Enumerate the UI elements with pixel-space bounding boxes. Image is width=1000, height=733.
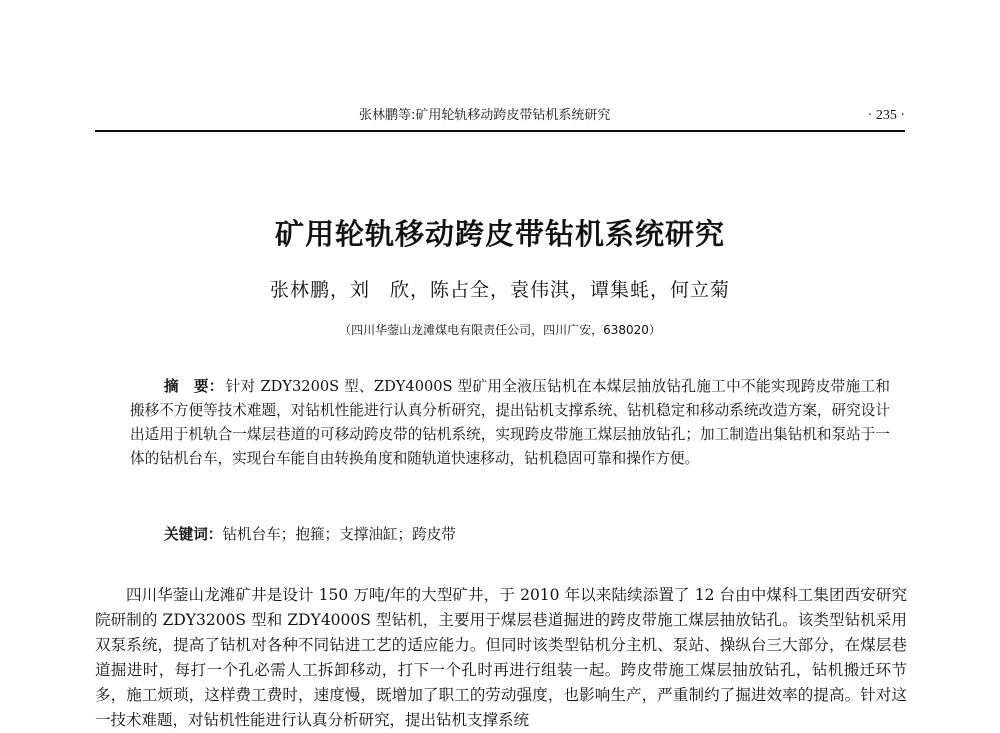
author-list: 张林鹏，刘 欣，陈占全，袁伟淇，谭集蚝，何立菊 [269, 279, 730, 301]
abstract [130, 375, 890, 471]
running-header [95, 106, 905, 132]
page-number: · 235 · [867, 108, 905, 123]
keywords-label: 关键词： [164, 526, 223, 543]
body-paragraph: 四川华蓥山龙滩矿井是设计 150 万吨/年的大型矿井，于 2010 年以来陆续添置了 12 台由中煤科工集团西安研究院研制的 ZDY3200S 型和 ZDY4000S 型钻机，主要用于煤层巷道掘进的跨皮带施工煤层抽放钻孔。该类型钻机采用双泵系统，提高了钻机对各种不同钻进工艺的适应能力。但同时该类型钻机分主机、泵站、操纵台三大部分，在煤层巷道掘进时，每打一个孔必需人工拆卸移动，打下一个孔时再进行组装一起。跨皮带施工煤层抽放钻孔，钻机搬迁环节多，施工烦琐，这样费工费时，速度慢，既增加了职工的劳动强度，也影响生产，严重制约了掘进效率的提高。针对这一技术难题，对钻机性能进行认真分析研究，提出钻机支撑系统 [95, 586, 907, 729]
keywords [130, 523, 890, 547]
affiliation: （四川华蓥山龙滩煤电有限责任公司，四川广安，638020） [339, 323, 661, 337]
abstract-text: 针对 ZDY3200S 型、ZDY4000S 型矿用全液压钻机在本煤层抽放钻孔施工中不能实现跨皮带施工和搬移不方便等技术难题，对钻机性能进行认真分析研究，提出钻机支撑系统、钻机稳定和移动系统改造方案，研究设计出适用于机轨合一煤层巷道的可移动跨皮带的钻机系统，实现跨皮带施工煤层抽放钻孔；加工制造出集钻机和泵站于一体的钻机台车，实现台车能自由转换角度和随轨道快速移动，钻机稳固可靠和操作方便。 [130, 378, 890, 467]
keywords-text: 钻机台车；抱箍；支撑油缸；跨皮带 [222, 526, 456, 543]
paper-title: 矿用轮轨移动跨皮带钻机系统研究 [274, 217, 725, 251]
running-title: 张林鹏等:矿用轮轨移动跨皮带钻机系统研究 [359, 108, 611, 123]
abstract-label: 摘 要： [164, 378, 224, 395]
